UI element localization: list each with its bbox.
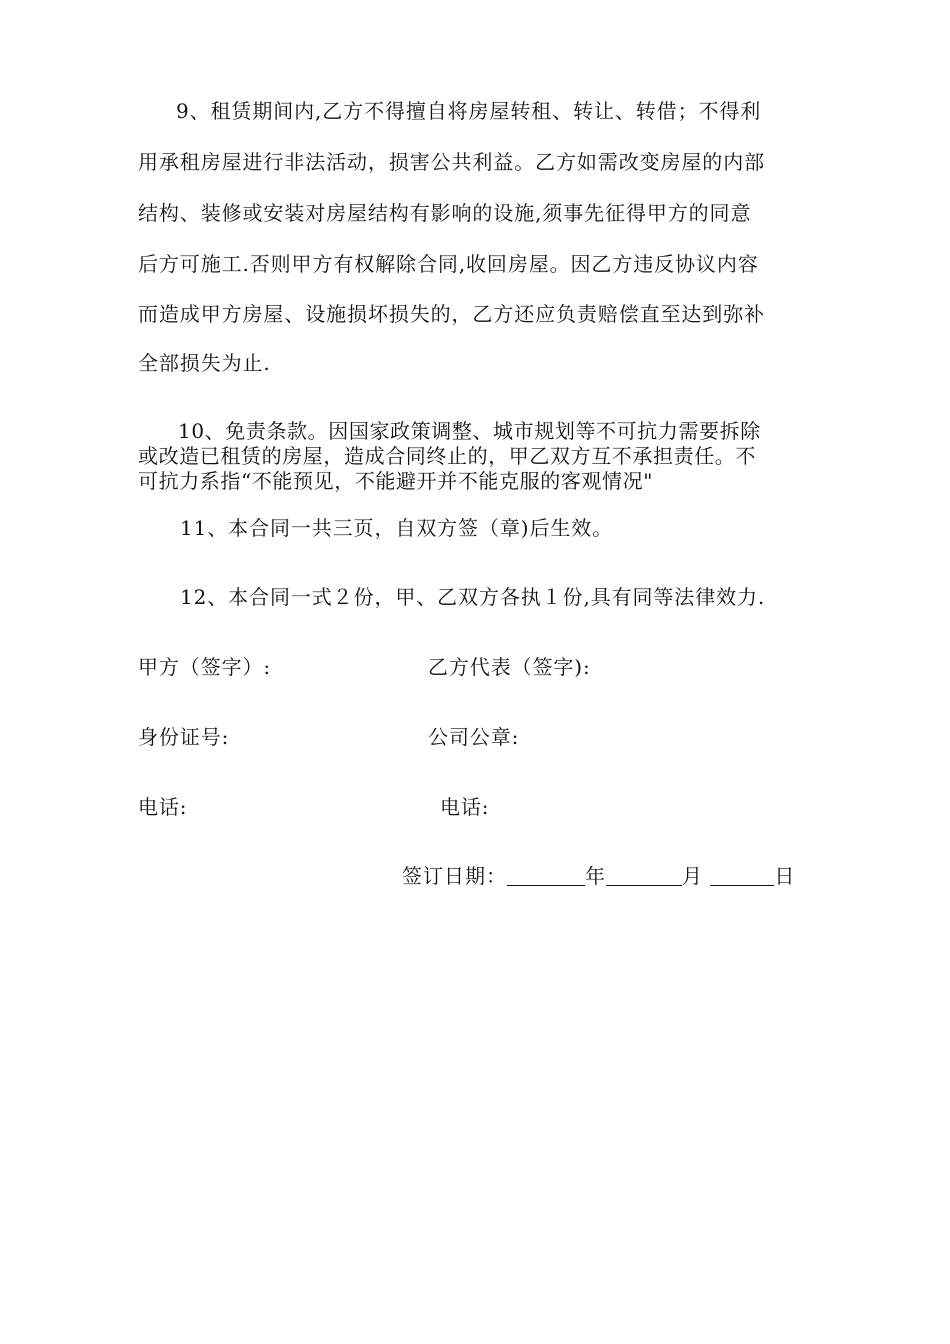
clause-9-line: 结构、装修或安装对房屋结构有影响的设施,须事先征得甲方的同意 bbox=[138, 201, 752, 225]
party-b-signature-label: 乙方代表（签字): bbox=[428, 655, 591, 679]
clause-9-line: 用承租房屋进行非法活动，损害公共利益。乙方如需改变房屋的内部 bbox=[138, 150, 765, 174]
clause-9-line: 全部损失为止. bbox=[138, 351, 271, 375]
year-label: 年 bbox=[585, 864, 606, 888]
clause-10-line: 或改造已租赁的房屋，造成合同终止的，甲乙双方互不承担责任。不 bbox=[138, 444, 756, 468]
clause-10-line: 10、免责条款。因国家政策调整、城市规划等不可抗力需要拆除 bbox=[178, 419, 761, 443]
party-a-phone-label: 电话: bbox=[138, 795, 188, 819]
clause-10-line: 可抗力系指“不能预见，不能避开并不能克服的客观情况" bbox=[138, 469, 654, 493]
month-blank bbox=[606, 865, 682, 886]
signing-date-label: 签订日期： bbox=[402, 864, 507, 888]
day-label: 日 bbox=[774, 864, 796, 888]
party-a-id-label: 身份证号: bbox=[138, 725, 230, 749]
clause-9-line: 而造成甲方房屋、设施损坏损失的，乙方还应负责赔偿直至达到弥补 bbox=[138, 302, 765, 326]
year-blank bbox=[507, 865, 585, 886]
party-b-phone-label: 电话: bbox=[440, 795, 490, 819]
day-blank bbox=[710, 865, 774, 886]
clause-9-line: 后方可施工.否则甲方有权解除合同,收回房屋。因乙方违反协议内容 bbox=[138, 252, 759, 276]
clause-9-line: 9、租赁期间内,乙方不得擅自将房屋转租、转让、转借；不得利 bbox=[176, 99, 762, 123]
signing-date bbox=[402, 864, 795, 888]
month-label: 月 bbox=[682, 864, 703, 888]
clause-11: 11、本合同一共三页，自双方签（章)后生效。 bbox=[180, 516, 614, 540]
clause-12: 12、本合同一式２份，甲、乙双方各执１份,具有同等法律效力. bbox=[180, 585, 766, 609]
party-a-signature-label: 甲方（签字）: bbox=[138, 655, 272, 679]
party-b-seal-label: 公司公章: bbox=[428, 725, 520, 749]
